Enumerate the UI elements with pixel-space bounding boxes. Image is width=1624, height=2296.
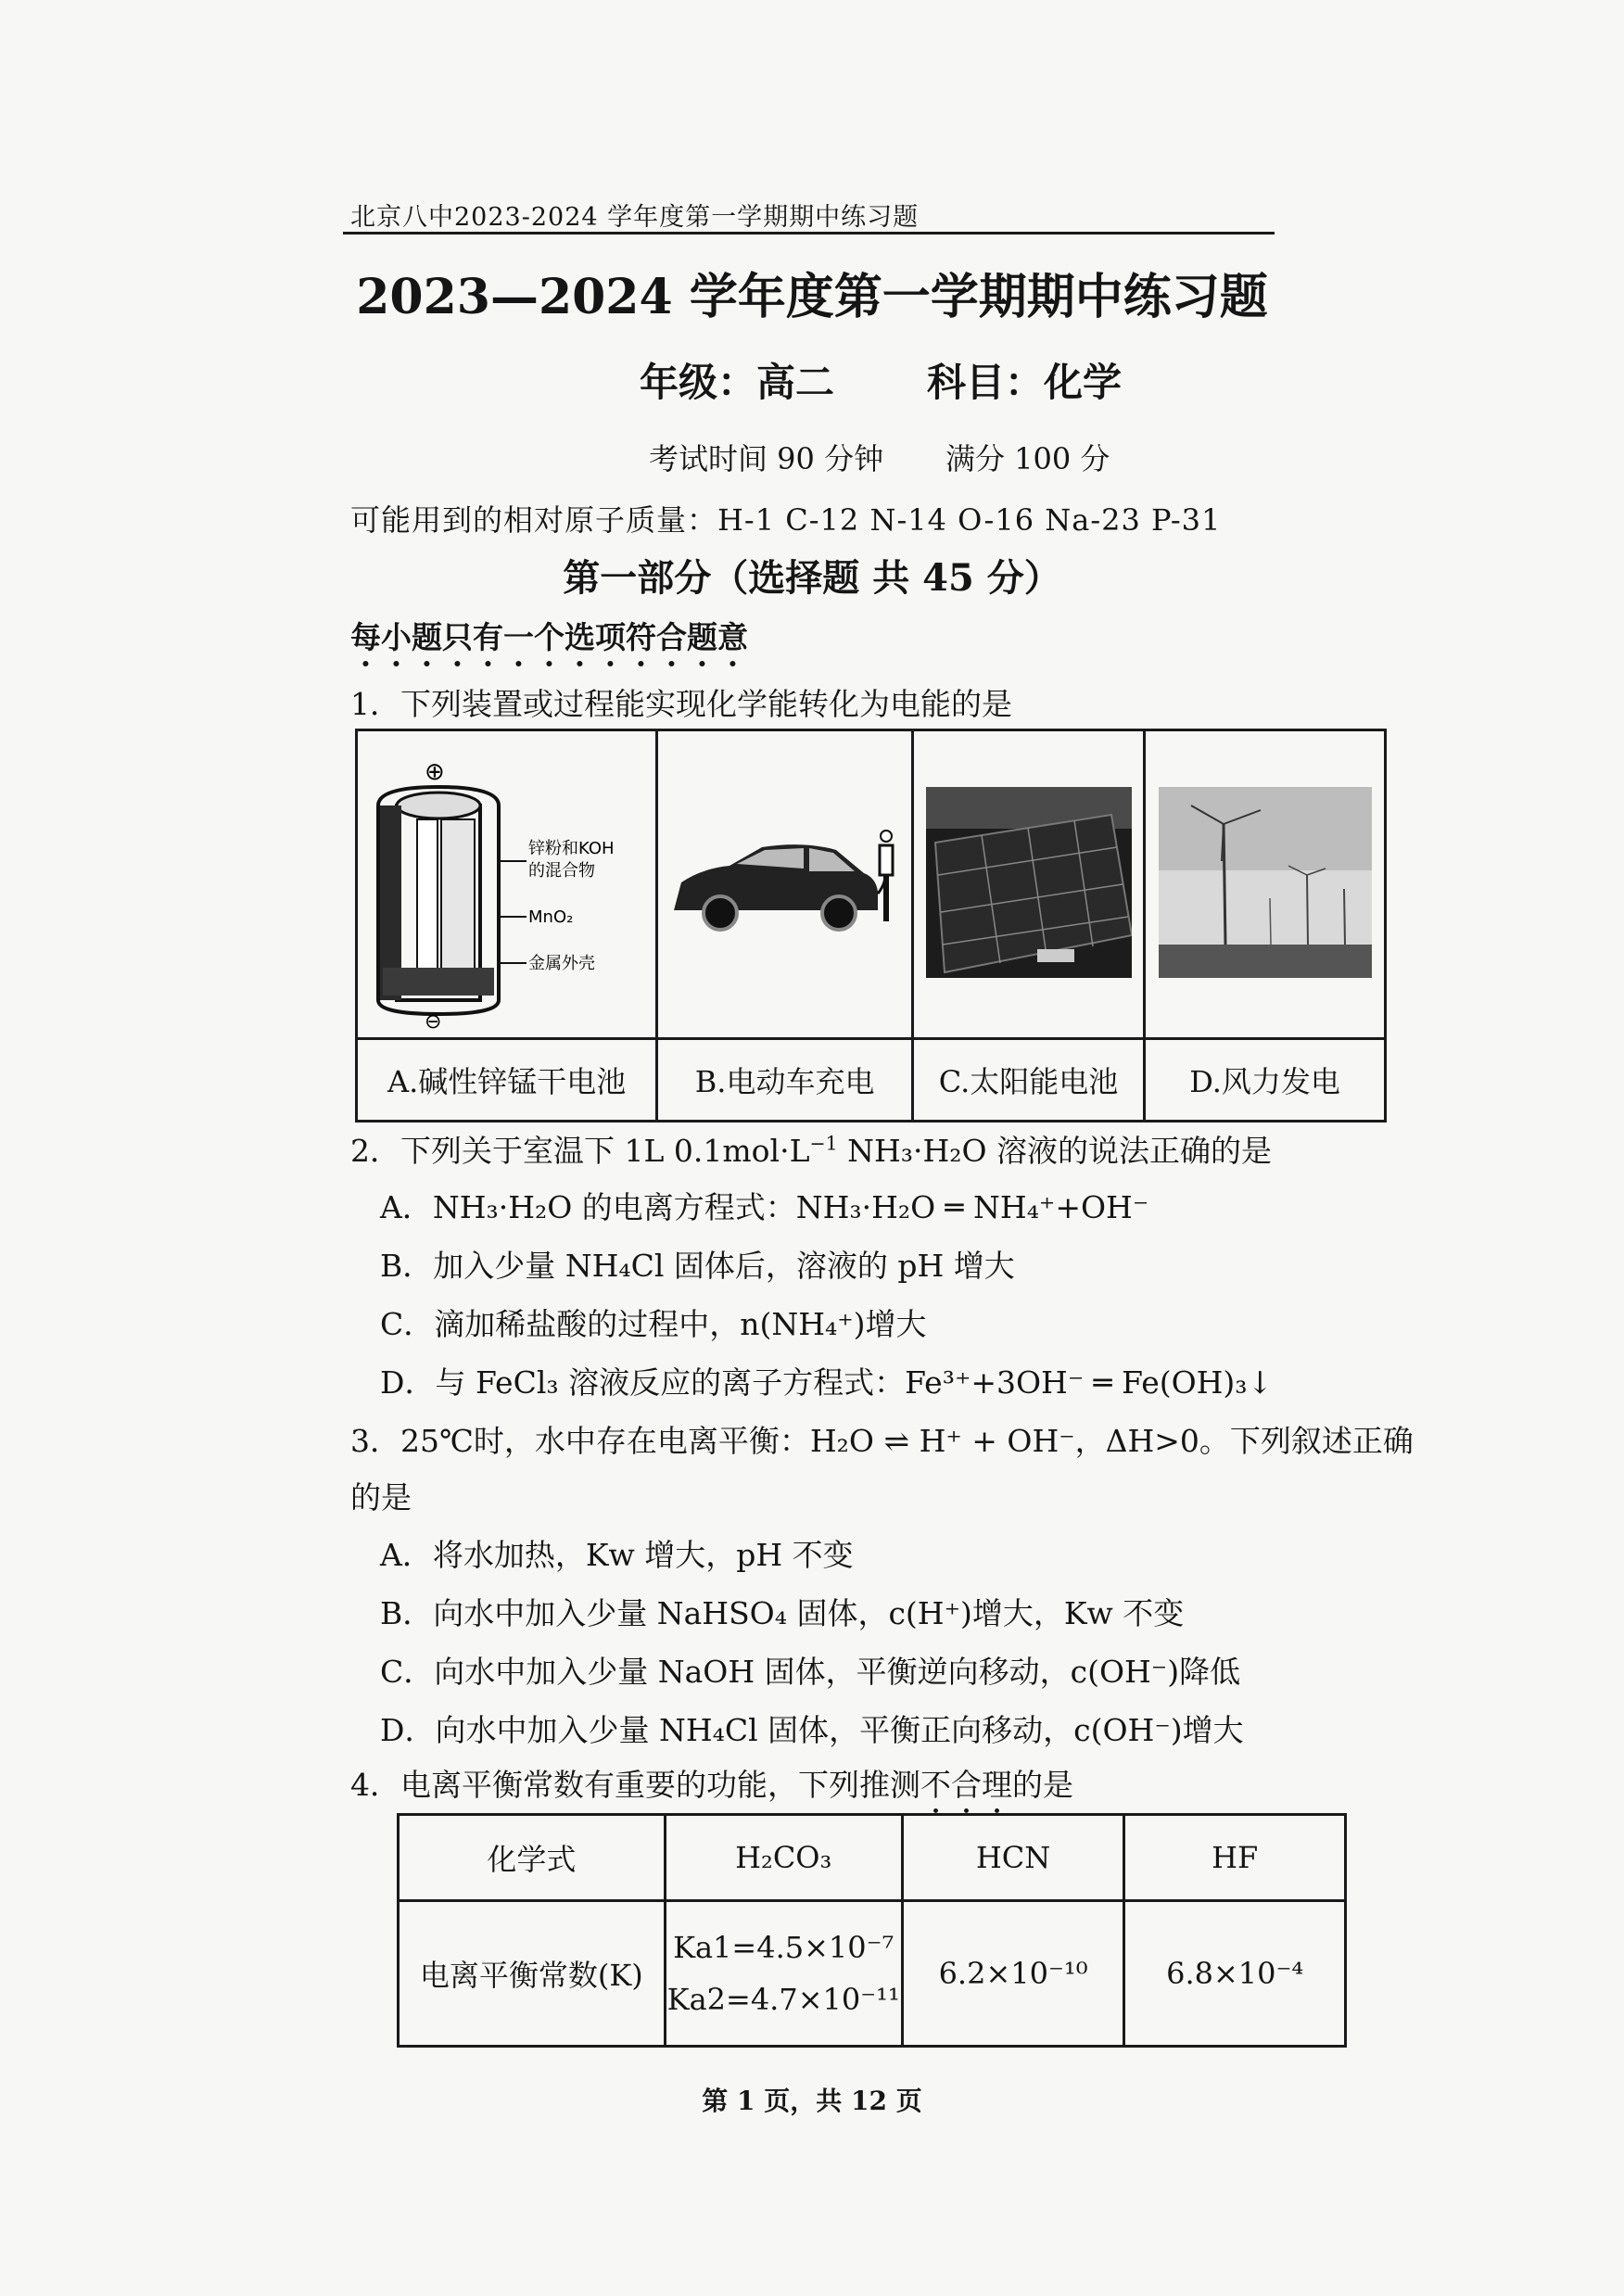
table-header-h2co3: H₂CO₃ [665,1815,902,1901]
svg-text:锌粉和KOH: 锌粉和KOH [527,839,615,858]
header-rule [343,232,1275,235]
plus-terminal-icon: ⊕ [424,758,445,786]
table-header-hcn: HCN [902,1815,1124,1901]
ev-charging-icon [665,790,906,975]
table-header-formula: 化学式 [399,1815,666,1901]
q3-option-d: D．向水中加入少量 NH₄Cl 固体，平衡正向移动，c(OH⁻)增大 [380,1712,1244,1748]
atomic-masses: 可能用到的相对原子质量：H-1 C-12 N-14 O-16 Na-23 P-31 [350,502,1222,538]
q1-image-table [355,729,1387,1123]
table-header-hf: HF [1124,1815,1346,1901]
caption-d: D.风力发电 [1145,1039,1386,1122]
svg-text:金属外壳: 金属外壳 [527,954,595,973]
q4-constant-table [397,1813,1347,2048]
solar-panel-photo [926,787,1132,978]
exam-time: 考试时间 90 分钟 [649,441,884,476]
grade-label: 年级：高二 [640,360,835,405]
full-score: 满分 100 分 [945,441,1110,476]
page-footer: 第 1 页，共 12 页 [702,2086,922,2116]
cell-battery [357,730,657,1039]
ka2-value: Ka2=4.7×10⁻¹¹ [666,1982,900,2017]
cell-ev [657,730,913,1039]
q2-option-c: C．滴加稀盐酸的过程中，n(NH₄⁺)增大 [380,1306,927,1342]
q4-stem: 4．电离平衡常数有重要的功能，下列推测不合理的是 [350,1767,1073,1803]
q3-stem-line2: 的是 [350,1479,412,1516]
svg-text:的混合物: 的混合物 [527,861,595,881]
q2-option-b: B．加入少量 NH₄Cl 固体后，溶液的 pH 增大 [380,1248,1015,1284]
q3-stem-line1: 3．25℃时，水中存在电离平衡：H₂O ⇌ H⁺ + OH⁻，ΔH>0。下列叙述正确 [350,1423,1414,1459]
table-cell-h2co3-k [665,1901,902,2047]
ka1-value: Ka1=4.5×10⁻⁷ [673,1930,894,1965]
page-title: 2023—2024 学年度第一学期期中练习题 [356,269,1268,325]
q2-option-a: A．NH₃·H₂O 的电离方程式：NH₃·H₂O ═ NH₄⁺+OH⁻ [380,1189,1149,1225]
q1-stem: 1．下列装置或过程能实现化学能转化为电能的是 [350,686,1012,722]
wind-turbine-photo [1159,787,1372,978]
q2-stem: 2．下列关于室温下 1L $0.1mol\cdot L^{-1}$ NH₃·H₂O 溶液的说法正确的是 [350,1132,1273,1169]
caption-a: A.碱性锌锰干电池 [357,1039,657,1122]
q3-option-a: A．将水加热，Kw 增大，pH 不变 [380,1537,854,1573]
q3-option-b: B．向水中加入少量 NaHSO₄ 固体，c(H⁺)增大，Kw 不变 [380,1595,1185,1631]
q4-emphasis: 不合理 [920,1767,1012,1803]
part-title: 第一部分（选择题 共 45 分） [563,556,1061,600]
q2-option-d: D．与 FeCl₃ 溶液反应的离子方程式：Fe³⁺+3OH⁻ ═ Fe(OH)₃↓ [380,1364,1274,1401]
cell-solar [912,730,1144,1039]
table-cell-hcn-k: 6.2×10⁻¹⁰ [902,1901,1124,2047]
svg-text:⊖: ⊖ [424,1010,442,1034]
table-cell-hf-k: 6.8×10⁻⁴ [1124,1901,1346,2047]
svg-text:MnO₂: MnO₂ [527,907,573,927]
subject-label: 科目：化学 [927,360,1123,405]
q3-option-c: C．向水中加入少量 NaOH 固体，平衡逆向移动，c(OH⁻)降低 [380,1654,1241,1690]
battery-diagram [360,731,654,1034]
table-row-label-k: 电离平衡常数(K) [399,1901,666,2047]
caption-b: B.电动车充电 [657,1039,913,1122]
instruction: 每小题只有一个选项符合题意 [350,619,748,655]
cell-wind [1145,730,1386,1039]
caption-c: C.太阳能电池 [912,1039,1144,1122]
running-header: 北京八中2023-2024 学年度第一学期期中练习题 [350,203,920,232]
